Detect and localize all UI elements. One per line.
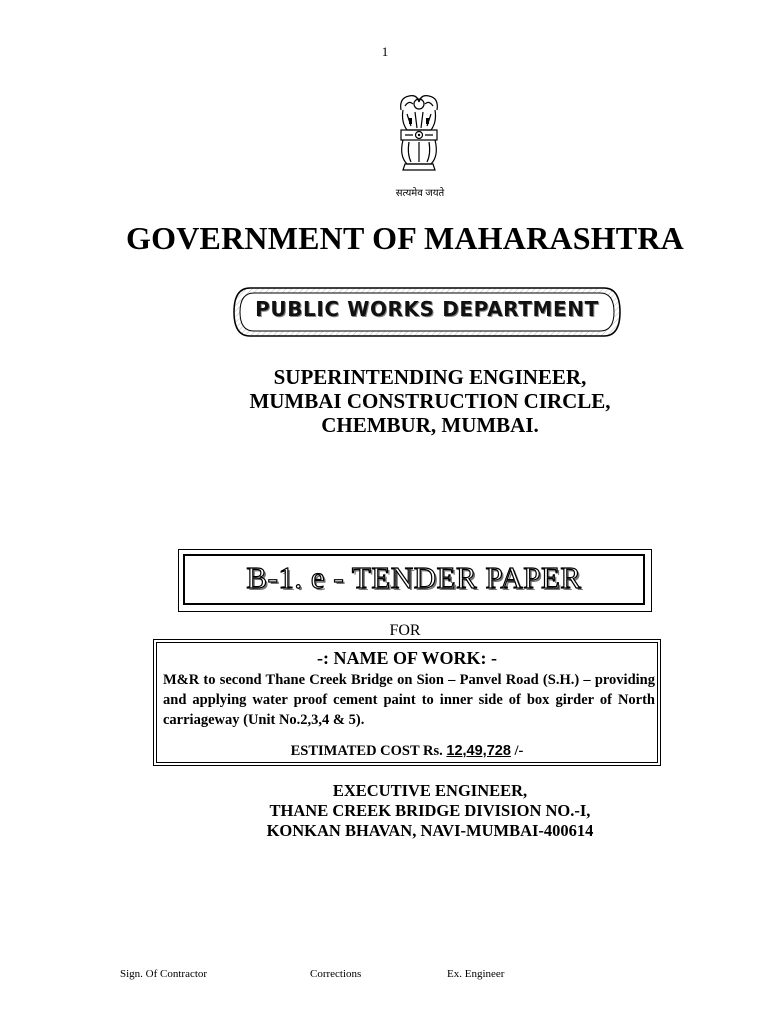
footer-corrections: Corrections <box>310 968 362 980</box>
footer-engineer: Ex. Engineer <box>447 968 505 980</box>
page-title: GOVERNMENT OF MAHARASHTRA <box>126 220 684 256</box>
emblem-motto: सत्यमेव जयते <box>395 188 445 199</box>
se-line-3: CHEMBUR, MUMBAI. <box>321 413 539 437</box>
work-heading: -: NAME OF WORK: - <box>317 648 497 668</box>
se-line-1: SUPERINTENDING ENGINEER, <box>273 365 587 389</box>
estimated-cost-suffix: /- <box>514 743 524 759</box>
state-emblem-icon <box>387 92 451 182</box>
superintending-engineer-address <box>220 365 640 437</box>
ee-line-3: KONKAN BHAVAN, NAVI-MUMBAI-400614 <box>266 821 594 840</box>
tender-title: B-1. e - TENDER PAPER <box>246 560 582 595</box>
footer-sign-contractor: Sign. Of Contractor <box>120 968 208 980</box>
for-label: FOR <box>389 622 421 639</box>
work-description: M&R to second Thane Creek Bridge on Sion – Panvel Road (S.H.) – providing and applying water proof cement paint to inner side of box girder of North carriageway (Unit No.2,3,4 & 5). <box>163 672 655 728</box>
department-name: PUBLIC WORKS DEPARTMENT <box>255 297 599 321</box>
estimated-cost <box>153 743 661 760</box>
estimated-cost-label: ESTIMATED COST Rs. <box>290 743 443 759</box>
ee-line-1: EXECUTIVE ENGINEER, <box>332 781 528 800</box>
executive-engineer-address <box>220 781 640 841</box>
se-line-2: MUMBAI CONSTRUCTION CIRCLE, <box>249 389 611 413</box>
estimated-cost-amount: 12,49,728 <box>446 743 511 759</box>
ee-line-2: THANE CREEK BRIDGE DIVISION NO.-I, <box>269 801 591 820</box>
page-number: 1 <box>381 44 389 59</box>
